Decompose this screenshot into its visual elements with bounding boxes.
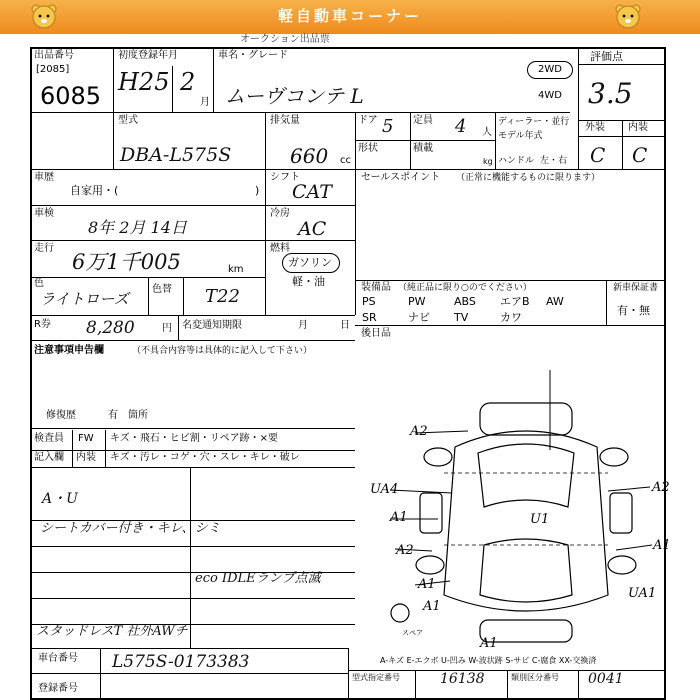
comment-line: eco IDLEランプ点滅: [195, 571, 321, 586]
equipment-item: SR: [362, 311, 377, 324]
doors-value: 5: [382, 116, 394, 137]
page-title: 軽自動車コーナー: [277, 7, 422, 25]
reg-number-label: 登録番号: [38, 683, 78, 694]
equipment-item: AW: [546, 295, 564, 308]
name-change-day: 日: [340, 320, 350, 331]
damage-mark: A2: [396, 543, 414, 558]
handle-label: ハンドル: [498, 156, 535, 166]
type-label: 型式: [118, 115, 138, 126]
spare-label: スペア: [402, 629, 423, 637]
doors-label: ドア: [358, 115, 378, 126]
ac-label: 冷房: [270, 208, 290, 219]
class-number-label: 類別区分番号: [511, 673, 559, 682]
first-reg-label: 初度登録年月: [118, 50, 178, 61]
displacement-unit: cc: [340, 155, 351, 166]
first-reg-value: H25: [118, 68, 170, 96]
later-label: 後日品: [361, 328, 391, 339]
first-reg-unit: 月: [200, 97, 210, 108]
capacity-label: 定員: [413, 115, 433, 126]
model-name-value: ムーヴコンテ L: [225, 84, 364, 108]
history-label: 車歴: [34, 172, 54, 183]
notes-label: 注意事項申告欄: [34, 345, 104, 356]
damage-mark: A1: [390, 510, 408, 525]
handle-options: 左・右: [540, 156, 568, 166]
color-code: T22: [205, 286, 240, 307]
damage-mark: A1: [423, 599, 441, 614]
lot-number: 6085: [40, 82, 102, 110]
damage-mark: A1: [653, 538, 671, 553]
capacity-value: 4: [455, 116, 467, 137]
equipment-item: TV: [454, 311, 469, 324]
model-name-label: 車名・グレード: [218, 50, 288, 61]
equipment-item: ABS: [454, 295, 476, 308]
entry-label: 記入欄: [34, 452, 64, 463]
fuel-gas: ガソリン: [288, 256, 332, 269]
damage-mark: A1: [418, 577, 436, 592]
interior-label: 内装: [628, 122, 648, 133]
repair-value: 有: [108, 410, 118, 421]
comment-line: A・U: [42, 491, 78, 507]
warranty-value: 有・無: [617, 304, 650, 317]
history-close: ): [255, 184, 260, 197]
entry-items: キズ・汚レ・コゲ・穴・スレ・キレ・破レ: [110, 452, 300, 463]
damage-mark: UA1: [628, 586, 657, 601]
inspector-items: キズ・飛石・ヒビ割・リペア跡・×要: [110, 433, 278, 444]
exterior-label: 外装: [585, 122, 605, 133]
history-value: 自家用・(: [70, 184, 119, 197]
recycle-unit: 円: [162, 323, 172, 334]
fuel-label: 燃料: [270, 243, 290, 254]
mileage-value: 6万1千005: [72, 250, 181, 274]
grade-value: 3.5: [588, 77, 633, 110]
sales-point-label: セールスポイント: [361, 172, 441, 183]
form-subtitle: オークション出品票: [240, 34, 330, 45]
shape-label: 形状: [358, 143, 378, 154]
color-label: 色: [34, 278, 44, 289]
damage-mark: A2: [410, 424, 428, 439]
lot-label: 出品番号: [34, 50, 74, 61]
equipment-item: PW: [408, 295, 426, 308]
damage-mark: U1: [530, 512, 550, 527]
drive-4wd: 4WD: [538, 90, 562, 101]
lot-sub: [2085]: [36, 64, 70, 75]
chassis-label: 車台番号: [38, 653, 78, 664]
bear-mascot-icon: [612, 2, 644, 32]
entry-interior: 内装: [76, 452, 96, 463]
interior-value: C: [632, 143, 648, 167]
type-value: DBA-L575S: [120, 144, 232, 166]
color-value: ライトローズ: [40, 290, 129, 308]
chassis-value: L575S-0173383: [112, 652, 250, 672]
color-change-label: 色替: [152, 284, 172, 295]
damage-mark: A2: [652, 480, 670, 495]
inspection-label: 車検: [34, 208, 54, 219]
repair-label: 修復歴: [46, 410, 76, 421]
comment-line: シートカバー付き・キレ、シミ: [40, 521, 221, 536]
recycle-value: 8,280: [86, 318, 135, 338]
displacement-value: 660: [290, 144, 329, 168]
inspector-label: 検査員: [34, 433, 64, 444]
ac-value: AC: [298, 218, 327, 240]
recycle-label: R券: [34, 319, 51, 330]
displacement-label: 排気量: [270, 115, 300, 126]
sales-point-hint: （正常に機能するものに限ります）: [456, 173, 601, 183]
equipment-item: カワ: [500, 311, 522, 324]
load-label: 積載: [413, 143, 433, 154]
load-unit: kg: [483, 157, 493, 166]
exterior-value: C: [590, 143, 606, 167]
name-change-label: 名変通知期限: [182, 320, 242, 331]
type-number-label: 型式指定番号: [352, 673, 400, 682]
grade-label: 評価点: [590, 50, 623, 63]
bear-mascot-icon: [28, 2, 60, 32]
name-change-month: 月: [298, 320, 308, 331]
damage-legend: A-キズ E-エクボ U-凹み W-波状跡 S-サビ C-腐食 XX-交換済: [380, 656, 597, 665]
equipment-label: 装備品: [361, 282, 391, 293]
capacity-unit: 人: [482, 127, 492, 138]
repair-location: 箇所: [128, 410, 148, 421]
inspection-value: 8年 2月 14日: [88, 218, 187, 237]
damage-mark: UA4: [370, 482, 399, 497]
equipment-item: エアB: [500, 295, 530, 308]
comment-line: スタッドレスT 社外AWチ: [36, 624, 188, 639]
equipment-item: PS: [362, 295, 376, 308]
notes-hint: （不具合内容等は具体的に記入して下さい）: [132, 346, 313, 356]
damage-mark: A1: [480, 636, 498, 651]
mileage-unit: km: [228, 264, 244, 275]
equipment-hint: （純正品に限り○のでください）: [398, 283, 532, 293]
drive-2wd: 2WD: [538, 64, 562, 75]
inspector-fw: FW: [78, 433, 94, 444]
dealer-label: ディーラー・並行: [498, 117, 570, 127]
car-damage-diagram: [360, 395, 671, 651]
model-year-label: モデル年式: [498, 131, 543, 141]
shift-value: CAT: [292, 181, 332, 203]
shift-label: シフト: [270, 172, 300, 183]
type-number-value: 16138: [440, 671, 485, 687]
equipment-item: ナビ: [408, 311, 430, 324]
first-reg-month: 2: [180, 68, 196, 96]
fuel-diesel: 軽・油: [292, 275, 325, 288]
warranty-label: 新車保証書: [613, 283, 659, 293]
class-number-value: 0041: [588, 671, 624, 687]
mileage-label: 走行: [34, 243, 54, 254]
